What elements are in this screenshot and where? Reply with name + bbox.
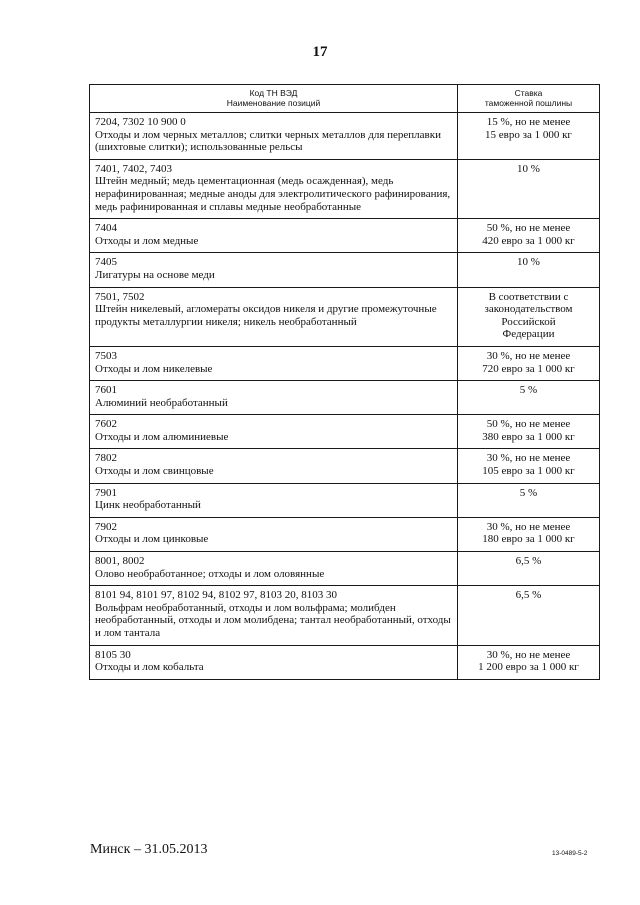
- duty-rate-cell: [458, 483, 600, 517]
- duty-rate-text: 10 %: [517, 162, 540, 175]
- item-cell: [90, 552, 458, 586]
- hs-code: 7901: [95, 486, 117, 499]
- duty-rate-cell: [458, 287, 600, 346]
- table-row: [90, 381, 600, 415]
- header-rate-label: Ставка: [514, 88, 543, 98]
- duty-rate-cell: [458, 113, 600, 160]
- duty-rate-text: Российской: [501, 315, 556, 328]
- duty-rate-text: 15 евро за 1 000 кг: [485, 128, 572, 141]
- item-description: Отходы и лом никелевые: [95, 362, 213, 375]
- duty-rate-text: 6,5 %: [515, 589, 542, 602]
- duty-rate-text: 5 %: [519, 486, 538, 499]
- hs-code: 8101 94, 8101 97, 8102 94, 8102 97, 8103 20, 8103 30: [95, 589, 337, 602]
- duty-rate-text: 50 %, но не менее: [486, 418, 571, 431]
- item-cell: [90, 253, 458, 287]
- table-header-row: [90, 85, 600, 113]
- duty-rate-text: 5 %: [519, 384, 538, 397]
- header-duty-label: таможенной пошлины: [484, 98, 573, 108]
- item-description: Цинк необработанный: [95, 499, 201, 512]
- item-cell: [90, 517, 458, 551]
- item-cell: [90, 415, 458, 449]
- duty-rate-text: 1 200 евро за 1 000 кг: [478, 661, 579, 674]
- table-row: [90, 253, 600, 287]
- duty-rate-text: 105 евро за 1 000 кг: [482, 465, 575, 478]
- item-cell: [90, 586, 458, 645]
- item-cell: [90, 449, 458, 483]
- hs-code: 7902: [95, 520, 117, 533]
- table-row: [90, 159, 600, 218]
- hs-code: 8105 30: [95, 648, 131, 661]
- hs-code: 7802: [95, 452, 117, 465]
- header-name-cell: [90, 85, 458, 113]
- hs-code: 7204, 7302 10 900 0: [95, 116, 186, 128]
- duty-rate-text: 720 евро за 1 000 кг: [482, 362, 575, 375]
- duty-rate-text: 30 %, но не менее: [486, 349, 571, 362]
- item-cell: [90, 381, 458, 415]
- item-description: Штейн никелевый, агломераты оксидов никеля и другие промежуточные продукты металлургии никеля; никель необработанный: [95, 303, 437, 328]
- duty-rate-cell: [458, 159, 600, 218]
- duty-rate-text: 30 %, но не менее: [486, 520, 571, 533]
- duty-rate-text: 30 %, но не менее: [486, 648, 571, 661]
- item-cell: [90, 159, 458, 218]
- item-description: Вольфрам необработанный, отходы и лом вольфрама; молибден необработанный, отходы и лом молибдена; тантал необработанный, отходы и лом тантала: [95, 601, 451, 639]
- item-cell: [90, 346, 458, 380]
- duty-rate-text: В соответствии с: [488, 290, 569, 303]
- duty-rate-cell: [458, 253, 600, 287]
- header-code-label: Код ТН ВЭД: [249, 88, 298, 98]
- item-cell: [90, 645, 458, 679]
- duty-rate-text: Федерации: [502, 328, 555, 341]
- duty-rate-cell: [458, 381, 600, 415]
- table-row: [90, 287, 600, 346]
- hs-code: 7401, 7402, 7403: [95, 162, 172, 175]
- table-row: [90, 346, 600, 380]
- duty-rate-cell: [458, 415, 600, 449]
- duty-rate-cell: [458, 346, 600, 380]
- item-description: Отходы и лом цинковые: [95, 533, 209, 546]
- hs-code: 7601: [95, 384, 117, 397]
- item-cell: [90, 287, 458, 346]
- duty-rate-text: законодательством: [484, 303, 573, 316]
- duty-rate-cell: [458, 552, 600, 586]
- footer-doc-number: 13-0489-5-2: [552, 850, 588, 857]
- item-description: Отходы и лом черных металлов; слитки черных металлов для переплавки (шихтовые слитки); использованные рельсы: [95, 128, 441, 154]
- duty-rate-text: 50 %, но не менее: [486, 222, 571, 235]
- hs-code: 7404: [95, 222, 117, 235]
- table-row: [90, 552, 600, 586]
- header-rate-cell: [458, 85, 600, 113]
- item-description: Отходы и лом алюминиевые: [95, 430, 229, 443]
- duty-rate-text: 180 евро за 1 000 кг: [482, 533, 575, 546]
- duty-rate-cell: [458, 645, 600, 679]
- duty-rate-text: 15 %, но не менее: [486, 116, 571, 128]
- duty-rate-cell: [458, 449, 600, 483]
- hs-code: 7602: [95, 418, 117, 431]
- header-name-label: Наименование позиций: [226, 98, 321, 108]
- duty-rate-cell: [458, 219, 600, 253]
- duty-rate-text: 10 %: [517, 256, 540, 269]
- item-description: Олово необработанное; отходы и лом оловянные: [95, 567, 325, 580]
- table-row: [90, 483, 600, 517]
- duty-rate-text: 420 евро за 1 000 кг: [482, 234, 575, 247]
- hs-code: 7501, 7502: [95, 290, 145, 303]
- duty-rate-text: 380 евро за 1 000 кг: [482, 430, 575, 443]
- table-row: [90, 219, 600, 253]
- item-cell: [90, 483, 458, 517]
- item-description: Лигатуры на основе меди: [95, 268, 215, 281]
- table-row: [90, 517, 600, 551]
- table-row: [90, 586, 600, 645]
- item-description: Штейн медный; медь цементационная (медь осажденная), медь нерафинированная; медные аноды для электролитического рафинирования, медь рафинированная и сплавы медные необработанные: [95, 175, 451, 213]
- item-description: Отходы и лом медные: [95, 234, 199, 247]
- item-cell: [90, 219, 458, 253]
- item-description: Алюминий необработанный: [95, 396, 228, 409]
- page-number: 17: [312, 44, 328, 60]
- duty-rate-text: 30 %, но не менее: [486, 452, 571, 465]
- table-row: [90, 645, 600, 679]
- item-description: Отходы и лом кобальта: [95, 661, 204, 674]
- duty-rate-cell: [458, 586, 600, 645]
- footer-place-date: Минск – 31.05.2013: [90, 842, 208, 857]
- tariff-table: [89, 84, 600, 680]
- duty-rate-text: 6,5 %: [515, 555, 542, 568]
- item-cell: [90, 113, 458, 160]
- table-row: [90, 113, 600, 160]
- table-row: [90, 449, 600, 483]
- hs-code: 7503: [95, 349, 117, 362]
- item-description: Отходы и лом свинцовые: [95, 465, 214, 478]
- hs-code: 8001, 8002: [95, 555, 145, 568]
- duty-rate-cell: [458, 517, 600, 551]
- hs-code: 7405: [95, 256, 117, 269]
- table-row: [90, 415, 600, 449]
